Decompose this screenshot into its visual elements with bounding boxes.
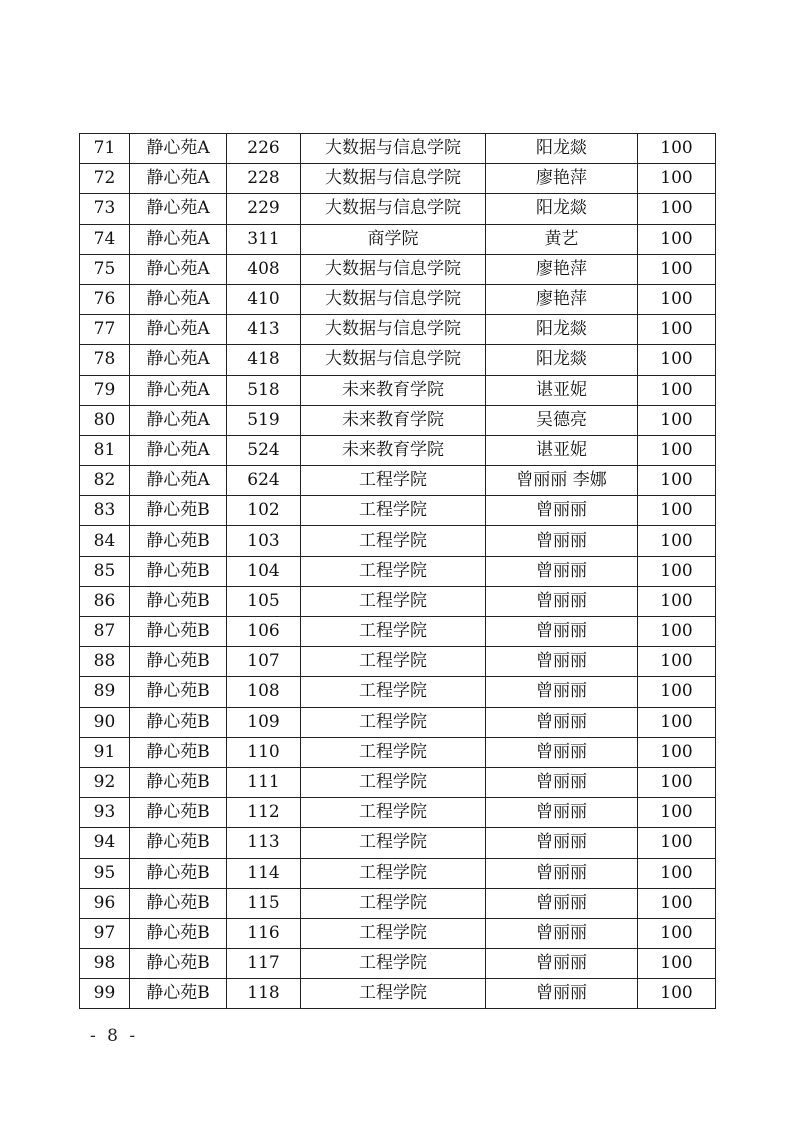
building-cell: 静心苑B bbox=[130, 556, 227, 586]
college-cell: 大数据与信息学院 bbox=[301, 254, 486, 284]
room-cell: 109 bbox=[227, 707, 301, 737]
counselor-cell: 曾丽丽 bbox=[486, 586, 638, 616]
table-row bbox=[80, 647, 716, 677]
room-cell: 226 bbox=[227, 134, 301, 164]
room-cell: 112 bbox=[227, 798, 301, 828]
counselor-cell: 阳龙燚 bbox=[486, 315, 638, 345]
score-cell: 100 bbox=[638, 284, 716, 314]
college-cell: 工程学院 bbox=[301, 526, 486, 556]
college-cell: 工程学院 bbox=[301, 466, 486, 496]
counselor-cell: 黄艺 bbox=[486, 224, 638, 254]
score-cell: 100 bbox=[638, 224, 716, 254]
score-cell: 100 bbox=[638, 707, 716, 737]
table-row bbox=[80, 194, 716, 224]
row-number-cell: 94 bbox=[80, 828, 130, 858]
room-cell: 228 bbox=[227, 164, 301, 194]
building-cell: 静心苑B bbox=[130, 496, 227, 526]
table-row bbox=[80, 254, 716, 284]
page-number: - 8 - bbox=[90, 1026, 139, 1046]
college-cell: 大数据与信息学院 bbox=[301, 345, 486, 375]
table-row bbox=[80, 435, 716, 465]
college-cell: 大数据与信息学院 bbox=[301, 315, 486, 345]
room-cell: 104 bbox=[227, 556, 301, 586]
row-number-cell: 93 bbox=[80, 798, 130, 828]
room-cell: 111 bbox=[227, 767, 301, 797]
college-cell: 未来教育学院 bbox=[301, 405, 486, 435]
room-cell: 118 bbox=[227, 979, 301, 1009]
row-number-cell: 75 bbox=[80, 254, 130, 284]
row-number-cell: 84 bbox=[80, 526, 130, 556]
college-cell: 工程学院 bbox=[301, 949, 486, 979]
building-cell: 静心苑B bbox=[130, 526, 227, 556]
college-cell: 工程学院 bbox=[301, 979, 486, 1009]
college-cell: 工程学院 bbox=[301, 556, 486, 586]
room-cell: 408 bbox=[227, 254, 301, 284]
counselor-cell: 廖艳萍 bbox=[486, 254, 638, 284]
table-row bbox=[80, 284, 716, 314]
college-cell: 工程学院 bbox=[301, 828, 486, 858]
counselor-cell: 曾丽丽 bbox=[486, 526, 638, 556]
building-cell: 静心苑A bbox=[130, 194, 227, 224]
table-row bbox=[80, 164, 716, 194]
score-cell: 100 bbox=[638, 979, 716, 1009]
building-cell: 静心苑B bbox=[130, 798, 227, 828]
college-cell: 大数据与信息学院 bbox=[301, 134, 486, 164]
row-number-cell: 77 bbox=[80, 315, 130, 345]
building-cell: 静心苑A bbox=[130, 345, 227, 375]
score-cell: 100 bbox=[638, 345, 716, 375]
score-cell: 100 bbox=[638, 556, 716, 586]
counselor-cell: 廖艳萍 bbox=[486, 284, 638, 314]
counselor-cell: 曾丽丽 bbox=[486, 888, 638, 918]
building-cell: 静心苑B bbox=[130, 888, 227, 918]
room-cell: 102 bbox=[227, 496, 301, 526]
college-cell: 工程学院 bbox=[301, 707, 486, 737]
score-cell: 100 bbox=[638, 949, 716, 979]
room-cell: 105 bbox=[227, 586, 301, 616]
building-cell: 静心苑B bbox=[130, 858, 227, 888]
row-number-cell: 89 bbox=[80, 677, 130, 707]
building-cell: 静心苑A bbox=[130, 375, 227, 405]
table-row bbox=[80, 828, 716, 858]
row-number-cell: 98 bbox=[80, 949, 130, 979]
row-number-cell: 85 bbox=[80, 556, 130, 586]
college-cell: 工程学院 bbox=[301, 586, 486, 616]
counselor-cell: 曾丽丽 bbox=[486, 918, 638, 948]
counselor-cell: 曾丽丽 bbox=[486, 767, 638, 797]
score-cell: 100 bbox=[638, 134, 716, 164]
table-row bbox=[80, 949, 716, 979]
room-cell: 103 bbox=[227, 526, 301, 556]
table-row bbox=[80, 375, 716, 405]
table-row bbox=[80, 345, 716, 375]
college-cell: 工程学院 bbox=[301, 617, 486, 647]
college-cell: 商学院 bbox=[301, 224, 486, 254]
table-row bbox=[80, 888, 716, 918]
college-cell: 工程学院 bbox=[301, 647, 486, 677]
row-number-cell: 71 bbox=[80, 134, 130, 164]
score-cell: 100 bbox=[638, 405, 716, 435]
row-number-cell: 92 bbox=[80, 767, 130, 797]
counselor-cell: 曾丽丽 bbox=[486, 858, 638, 888]
building-cell: 静心苑B bbox=[130, 647, 227, 677]
row-number-cell: 82 bbox=[80, 466, 130, 496]
score-cell: 100 bbox=[638, 254, 716, 284]
room-cell: 624 bbox=[227, 466, 301, 496]
table-row bbox=[80, 918, 716, 948]
room-cell: 115 bbox=[227, 888, 301, 918]
room-cell: 117 bbox=[227, 949, 301, 979]
building-cell: 静心苑B bbox=[130, 707, 227, 737]
table-row bbox=[80, 617, 716, 647]
room-cell: 107 bbox=[227, 647, 301, 677]
score-cell: 100 bbox=[638, 194, 716, 224]
counselor-cell: 曾丽丽 bbox=[486, 798, 638, 828]
table-row bbox=[80, 315, 716, 345]
room-cell: 413 bbox=[227, 315, 301, 345]
table-row bbox=[80, 737, 716, 767]
score-cell: 100 bbox=[638, 496, 716, 526]
score-cell: 100 bbox=[638, 677, 716, 707]
table-row bbox=[80, 858, 716, 888]
row-number-cell: 76 bbox=[80, 284, 130, 314]
counselor-cell: 曾丽丽 bbox=[486, 617, 638, 647]
row-number-cell: 72 bbox=[80, 164, 130, 194]
building-cell: 静心苑B bbox=[130, 767, 227, 797]
score-cell: 100 bbox=[638, 617, 716, 647]
table-row bbox=[80, 405, 716, 435]
building-cell: 静心苑A bbox=[130, 224, 227, 254]
counselor-cell: 阳龙燚 bbox=[486, 194, 638, 224]
building-cell: 静心苑B bbox=[130, 918, 227, 948]
score-cell: 100 bbox=[638, 375, 716, 405]
counselor-cell: 廖艳萍 bbox=[486, 164, 638, 194]
counselor-cell: 阳龙燚 bbox=[486, 134, 638, 164]
counselor-cell: 曾丽丽 李娜 bbox=[486, 466, 638, 496]
score-cell: 100 bbox=[638, 888, 716, 918]
row-number-cell: 95 bbox=[80, 858, 130, 888]
row-number-cell: 91 bbox=[80, 737, 130, 767]
room-cell: 110 bbox=[227, 737, 301, 767]
room-cell: 418 bbox=[227, 345, 301, 375]
counselor-cell: 曾丽丽 bbox=[486, 556, 638, 586]
counselor-cell: 曾丽丽 bbox=[486, 979, 638, 1009]
row-number-cell: 87 bbox=[80, 617, 130, 647]
score-cell: 100 bbox=[638, 647, 716, 677]
table-row bbox=[80, 496, 716, 526]
room-cell: 113 bbox=[227, 828, 301, 858]
counselor-cell: 曾丽丽 bbox=[486, 677, 638, 707]
row-number-cell: 78 bbox=[80, 345, 130, 375]
score-cell: 100 bbox=[638, 526, 716, 556]
college-cell: 大数据与信息学院 bbox=[301, 284, 486, 314]
building-cell: 静心苑A bbox=[130, 405, 227, 435]
row-number-cell: 90 bbox=[80, 707, 130, 737]
score-cell: 100 bbox=[638, 315, 716, 345]
table-row bbox=[80, 767, 716, 797]
building-cell: 静心苑A bbox=[130, 466, 227, 496]
room-cell: 114 bbox=[227, 858, 301, 888]
room-cell: 108 bbox=[227, 677, 301, 707]
table-row bbox=[80, 526, 716, 556]
room-cell: 106 bbox=[227, 617, 301, 647]
row-number-cell: 83 bbox=[80, 496, 130, 526]
college-cell: 未来教育学院 bbox=[301, 435, 486, 465]
building-cell: 静心苑A bbox=[130, 164, 227, 194]
score-cell: 100 bbox=[638, 828, 716, 858]
counselor-cell: 谌亚妮 bbox=[486, 375, 638, 405]
row-number-cell: 73 bbox=[80, 194, 130, 224]
college-cell: 工程学院 bbox=[301, 496, 486, 526]
building-cell: 静心苑B bbox=[130, 828, 227, 858]
table-row bbox=[80, 979, 716, 1009]
table-row bbox=[80, 707, 716, 737]
building-cell: 静心苑B bbox=[130, 949, 227, 979]
room-cell: 229 bbox=[227, 194, 301, 224]
row-number-cell: 88 bbox=[80, 647, 130, 677]
row-number-cell: 97 bbox=[80, 918, 130, 948]
college-cell: 大数据与信息学院 bbox=[301, 164, 486, 194]
college-cell: 工程学院 bbox=[301, 767, 486, 797]
row-number-cell: 99 bbox=[80, 979, 130, 1009]
building-cell: 静心苑B bbox=[130, 677, 227, 707]
counselor-cell: 曾丽丽 bbox=[486, 828, 638, 858]
college-cell: 未来教育学院 bbox=[301, 375, 486, 405]
table-row bbox=[80, 224, 716, 254]
counselor-cell: 曾丽丽 bbox=[486, 647, 638, 677]
dormitory-score-table bbox=[79, 133, 716, 1009]
counselor-cell: 谌亚妮 bbox=[486, 435, 638, 465]
table-row bbox=[80, 466, 716, 496]
counselor-cell: 阳龙燚 bbox=[486, 345, 638, 375]
table-row bbox=[80, 677, 716, 707]
row-number-cell: 96 bbox=[80, 888, 130, 918]
college-cell: 工程学院 bbox=[301, 888, 486, 918]
row-number-cell: 81 bbox=[80, 435, 130, 465]
room-cell: 519 bbox=[227, 405, 301, 435]
row-number-cell: 86 bbox=[80, 586, 130, 616]
room-cell: 410 bbox=[227, 284, 301, 314]
college-cell: 工程学院 bbox=[301, 798, 486, 828]
row-number-cell: 74 bbox=[80, 224, 130, 254]
row-number-cell: 79 bbox=[80, 375, 130, 405]
score-cell: 100 bbox=[638, 918, 716, 948]
table-body bbox=[80, 134, 716, 1009]
building-cell: 静心苑B bbox=[130, 586, 227, 616]
counselor-cell: 曾丽丽 bbox=[486, 737, 638, 767]
building-cell: 静心苑A bbox=[130, 254, 227, 284]
room-cell: 116 bbox=[227, 918, 301, 948]
table-row bbox=[80, 134, 716, 164]
row-number-cell: 80 bbox=[80, 405, 130, 435]
building-cell: 静心苑A bbox=[130, 435, 227, 465]
table-row bbox=[80, 586, 716, 616]
table-row bbox=[80, 798, 716, 828]
college-cell: 工程学院 bbox=[301, 737, 486, 767]
score-cell: 100 bbox=[638, 164, 716, 194]
building-cell: 静心苑B bbox=[130, 617, 227, 647]
room-cell: 524 bbox=[227, 435, 301, 465]
table-row bbox=[80, 556, 716, 586]
building-cell: 静心苑B bbox=[130, 979, 227, 1009]
counselor-cell: 曾丽丽 bbox=[486, 949, 638, 979]
score-cell: 100 bbox=[638, 737, 716, 767]
college-cell: 工程学院 bbox=[301, 858, 486, 888]
score-cell: 100 bbox=[638, 586, 716, 616]
score-cell: 100 bbox=[638, 435, 716, 465]
counselor-cell: 吴德亮 bbox=[486, 405, 638, 435]
score-cell: 100 bbox=[638, 798, 716, 828]
building-cell: 静心苑A bbox=[130, 284, 227, 314]
room-cell: 518 bbox=[227, 375, 301, 405]
college-cell: 工程学院 bbox=[301, 918, 486, 948]
building-cell: 静心苑A bbox=[130, 134, 227, 164]
room-cell: 311 bbox=[227, 224, 301, 254]
building-cell: 静心苑A bbox=[130, 315, 227, 345]
score-cell: 100 bbox=[638, 466, 716, 496]
score-cell: 100 bbox=[638, 767, 716, 797]
building-cell: 静心苑B bbox=[130, 737, 227, 767]
score-cell: 100 bbox=[638, 858, 716, 888]
college-cell: 工程学院 bbox=[301, 677, 486, 707]
counselor-cell: 曾丽丽 bbox=[486, 496, 638, 526]
college-cell: 大数据与信息学院 bbox=[301, 194, 486, 224]
counselor-cell: 曾丽丽 bbox=[486, 707, 638, 737]
